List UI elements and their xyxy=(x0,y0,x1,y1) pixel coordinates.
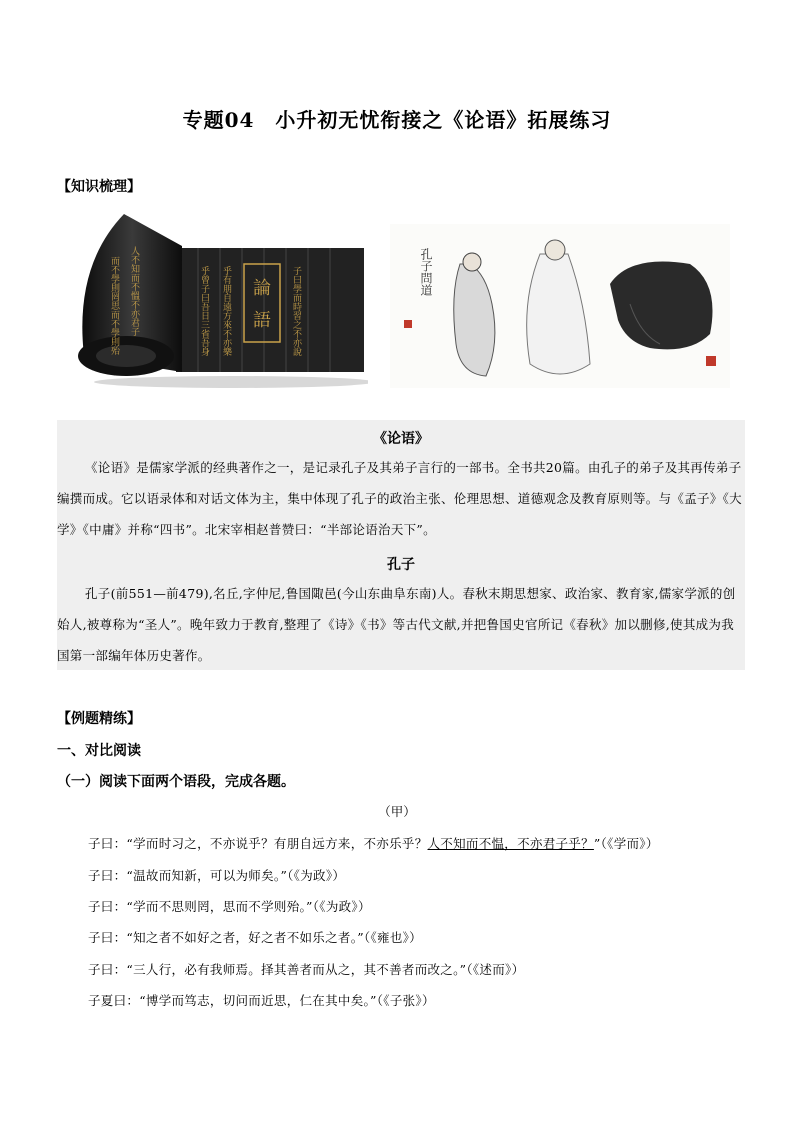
quote-line xyxy=(88,897,371,915)
lunyu-heading: 《论语》 xyxy=(373,431,429,447)
bamboo-scroll-image xyxy=(64,206,368,390)
quote-line xyxy=(88,960,524,978)
lunyu-description: 《论语》是儒家学派的经典著作之一，是记录孔子及其弟子言行的一部书。全书共20篇。由孔子的弟子及其再传弟子编撰而成。它以语录体和对话文体为主，集中体现了孔子的政治主张、伦理思想、道德观念及教育原则等。与《孟子》《大学》《中庸》并称“四书”。北宋宰相赵普赞曰：“半部论语治天下”。 xyxy=(57,460,742,537)
painting-inscription: 孔子問道 xyxy=(419,248,433,296)
scroll-column: 子曰學而時習之不亦說 xyxy=(291,266,301,356)
examples-heading: 【例题精练】 xyxy=(57,711,141,727)
quote-text: 子曰：“学而时习之，不亦说乎？有朋自远方来，不亦乐乎？ xyxy=(88,836,428,851)
scroll-title-char-2: 語 xyxy=(253,310,271,331)
jia-label: （甲） xyxy=(378,804,416,819)
quote-underlined: 人不知而不愠，不亦君子乎？ xyxy=(427,836,594,851)
scroll-title-char-1: 論 xyxy=(253,278,271,299)
scroll-column: 人不知而不慍不亦君子 xyxy=(129,246,139,336)
quote-line xyxy=(88,991,435,1009)
scroll-column: 而不學則罔思而不學則殆 xyxy=(109,256,119,355)
quote-text: 子曰：“温故而知新，可以为师矣。”（《为政》） xyxy=(88,868,346,883)
ink-painting-image xyxy=(390,224,730,388)
confucius-heading: 孔子 xyxy=(387,557,415,573)
scroll-column: 乎有朋自遠方來不亦樂 xyxy=(221,266,231,356)
confucius-description: 孔子(前551—前479),名丘,字仲尼,鲁国陬邑(今山东曲阜东南)人。春秋末期思想家、政治家、教育家,儒家学派的创始人,被尊称为“圣人”。晚年致力于教育,整理了《诗》《书》等古代文献,并把鲁国史官所记《春秋》加以删修,使其成为我国第一部编年体历史著作。 xyxy=(57,586,736,663)
document-title: 专题04 小升初无忧衔接之《论语》拓展练习 xyxy=(182,108,612,132)
quote-text: 子曰：“三人行，必有我师焉。择其善者而从之，其不善者而改之。”（《述而》） xyxy=(88,962,525,977)
quote-line xyxy=(88,928,422,946)
scroll-column: 乎曾子曰吾日三省吾身 xyxy=(199,266,209,356)
quote-line xyxy=(88,834,659,852)
quote-text: 子曰：“学而不思则罔，思而不学则殆。”（《为政》） xyxy=(88,899,371,914)
quote-text: 子曰：“知之者不如好之者，好之者不如乐之者。”（《雍也》） xyxy=(88,930,422,945)
quote-source: ”（《学而》） xyxy=(593,836,659,851)
quote-line xyxy=(88,866,345,884)
knowledge-heading: 【知识梳理】 xyxy=(57,179,141,195)
intro-panel xyxy=(57,420,745,670)
part-one-heading: 一、对比阅读 xyxy=(57,743,141,759)
sub-one-heading: （一）阅读下面两个语段，完成各题。 xyxy=(57,774,295,790)
quote-text: 子夏曰：“博学而笃志，切问而近思，仁在其中矣。”（《子张》） xyxy=(88,993,435,1008)
